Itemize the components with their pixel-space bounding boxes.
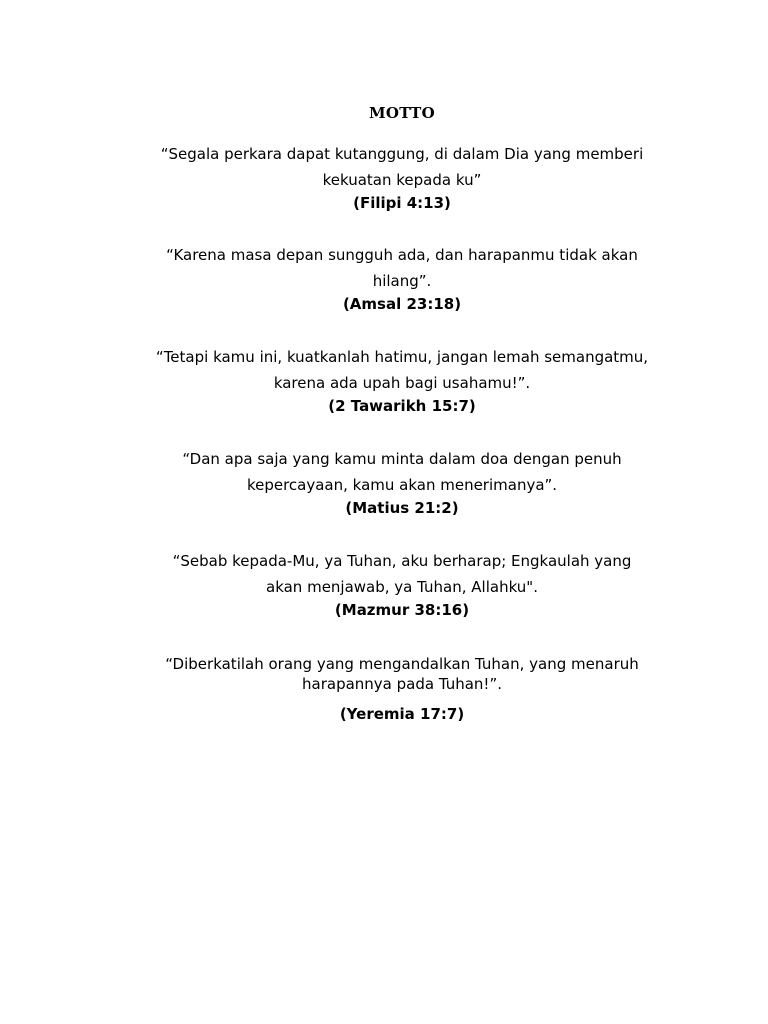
motto-reference: (Yeremia 17:7) — [339, 705, 465, 723]
motto-block — [100, 141, 704, 213]
motto-block — [100, 446, 704, 518]
quote-line: “Tetapi kamu ini, kuatkanlah hatimu, jangan lemah semangatmu, — [155, 348, 649, 366]
motto-quote — [100, 344, 704, 396]
quote-line: kepercayaan, kamu akan menerimanya”. — [246, 476, 558, 494]
quote-line: kekuatan kepada ku” — [322, 171, 482, 189]
page-title: MOTTO — [368, 104, 436, 122]
quote-line: “Dan apa saja yang kamu minta dalam doa dengan penuh — [182, 450, 622, 468]
quote-line: harapannya pada Tuhan!”. — [302, 675, 502, 693]
motto-quote — [100, 446, 704, 498]
motto-reference: (Amsal 23:18) — [342, 295, 462, 313]
motto-block — [100, 548, 704, 620]
motto-block — [100, 242, 704, 314]
motto-block — [100, 344, 704, 416]
motto-quote — [100, 141, 704, 193]
motto-quote — [100, 654, 704, 694]
quote-line: “Karena masa depan sungguh ada, dan harapanmu tidak akan — [166, 246, 638, 264]
motto-quote — [100, 242, 704, 294]
quote-line: karena ada upah bagi usahamu!”. — [273, 374, 531, 392]
quote-line: “Diberkatilah orang yang mengandalkan Tuhan, yang menaruh — [165, 655, 639, 673]
quote-line: hilang”. — [372, 272, 432, 290]
quote-line: “Sebab kepada-Mu, ya Tuhan, aku berharap; Engkaulah yang — [172, 552, 632, 570]
motto-reference: (Matius 21:2) — [345, 499, 459, 517]
motto-reference: (Mazmur 38:16) — [334, 601, 470, 619]
quote-line: akan menjawab, ya Tuhan, Allahku". — [266, 578, 538, 596]
motto-reference: (Filipi 4:13) — [353, 194, 451, 212]
motto-block — [100, 654, 704, 724]
quote-line: “Segala perkara dapat kutanggung, di dalam Dia yang memberi — [160, 145, 644, 163]
motto-quote — [100, 548, 704, 600]
motto-reference: (2 Tawarikh 15:7) — [328, 397, 476, 415]
